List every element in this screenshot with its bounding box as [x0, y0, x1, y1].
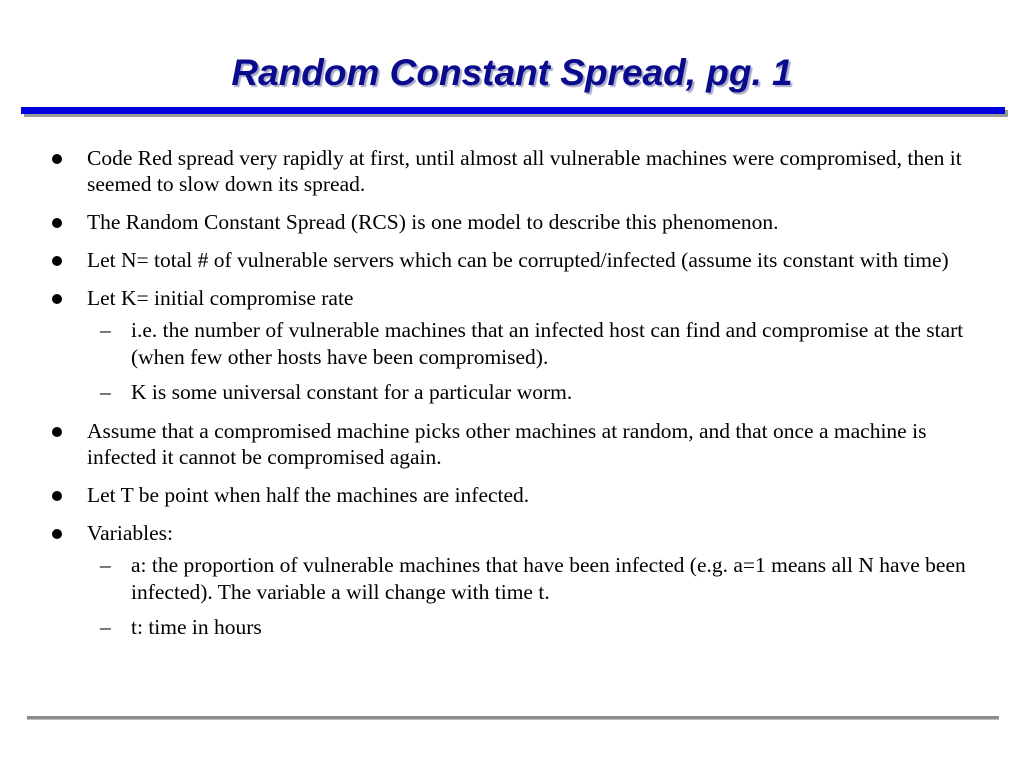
bullet-text: Code Red spread very rapidly at first, until almost all vulnerable machines were compromised, then it seemed to slow down its spread.	[87, 146, 962, 196]
bullet-icon	[52, 256, 62, 266]
sub-bullet-item	[87, 614, 984, 641]
bullet-item	[0, 418, 1024, 470]
bullet-text: Let K= initial compromise rate	[87, 286, 354, 310]
sub-bullet-text: a: the proportion of vulnerable machines that have been infected (e.g. a=1 means all N have been infected). The variable a will change with time t.	[131, 553, 966, 604]
sub-bullet-text: i.e. the number of vulnerable machines that an infected host can find and compromise at the start (when few other hosts have been compromised).	[131, 318, 964, 369]
bullet-icon	[52, 427, 62, 437]
bullet-list	[0, 145, 1024, 641]
bullet-icon	[52, 154, 62, 164]
footer-divider	[27, 716, 999, 719]
bullet-text: Let T be point when half the machines are infected.	[87, 483, 530, 507]
bullet-item	[0, 145, 1024, 197]
dash-icon: –	[100, 553, 111, 577]
sub-bullet-list	[87, 317, 984, 406]
slide-content	[0, 145, 1024, 653]
title-divider	[21, 107, 1005, 114]
bullet-icon	[52, 491, 62, 501]
bullet-item	[0, 520, 1024, 641]
sub-bullet-item	[87, 379, 984, 406]
dash-icon: –	[100, 615, 111, 639]
sub-bullet-list	[87, 552, 984, 641]
bullet-icon	[52, 294, 62, 304]
bullet-text: The Random Constant Spread (RCS) is one model to describe this phenomenon.	[87, 210, 779, 234]
sub-bullet-text: t: time in hours	[131, 615, 262, 639]
bullet-icon	[52, 529, 62, 539]
bullet-text: Let N= total # of vulnerable servers which can be corrupted/infected (assume its constant with time)	[87, 248, 949, 272]
bullet-item	[0, 285, 1024, 406]
bullet-text: Variables:	[87, 521, 173, 545]
dash-icon: –	[100, 380, 111, 404]
bullet-item	[0, 247, 1024, 273]
sub-bullet-text: K is some universal constant for a particular worm.	[131, 380, 573, 404]
sub-bullet-item	[87, 552, 984, 606]
bullet-icon	[52, 218, 62, 228]
bullet-text: Assume that a compromised machine picks other machines at random, and that once a machine is infected it cannot be compromised again.	[87, 419, 927, 469]
dash-icon: –	[100, 318, 111, 342]
sub-bullet-item	[87, 317, 984, 371]
bullet-item	[0, 209, 1024, 235]
bullet-item	[0, 482, 1024, 508]
slide-title: Random Constant Spread, pg. 1	[231, 52, 793, 93]
